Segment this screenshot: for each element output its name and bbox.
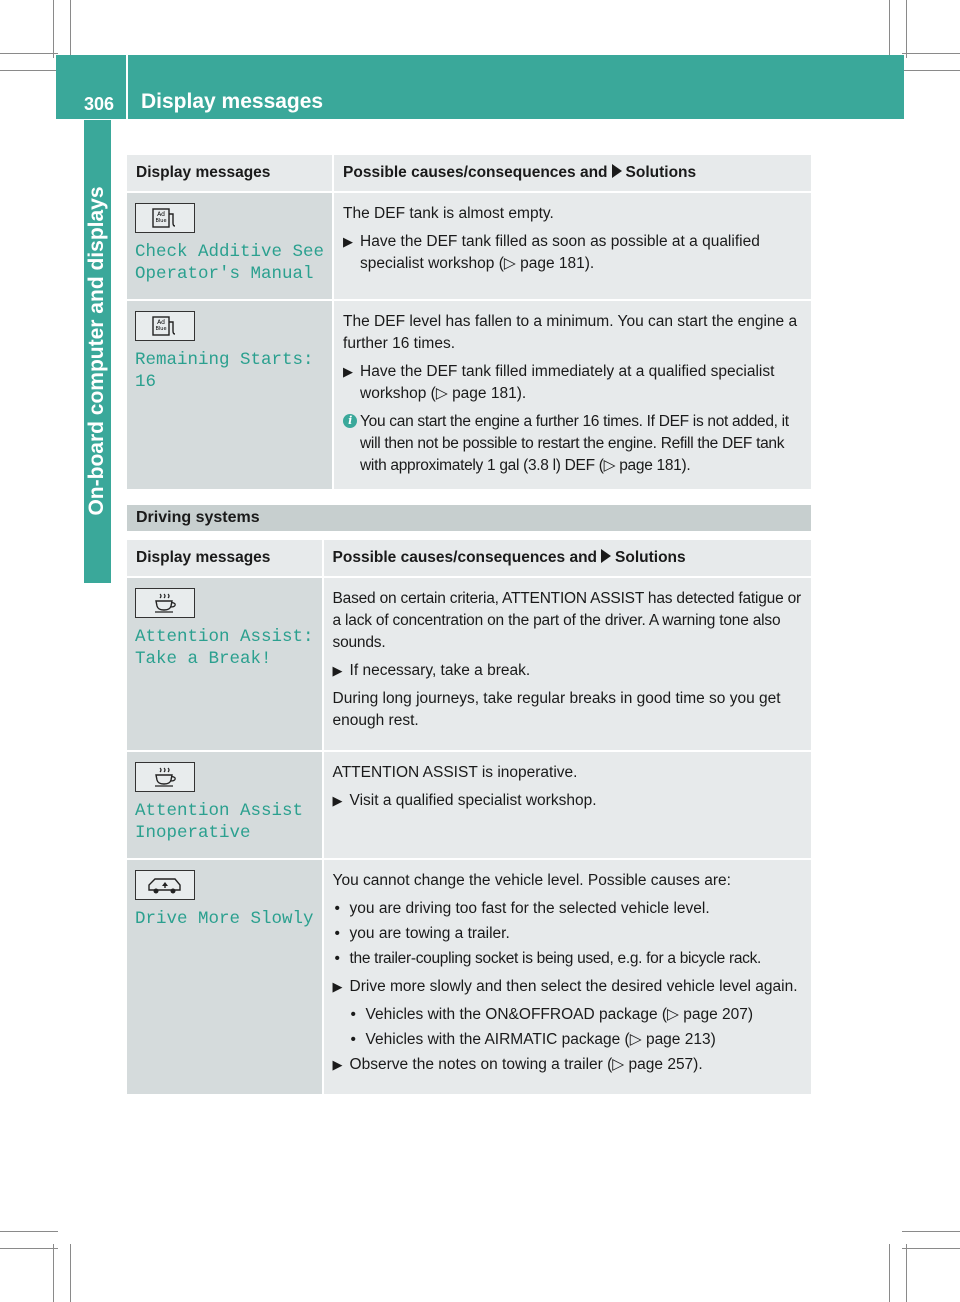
- table-row: [127, 578, 811, 750]
- svg-text:Ad: Ad: [157, 319, 165, 326]
- section-heading: Driving systems: [127, 505, 811, 531]
- action-arrow-icon: ▶: [343, 364, 354, 379]
- action-arrow-icon: ▶: [332, 793, 343, 808]
- crop-mark: [902, 1231, 960, 1232]
- coffee-cup-icon: [135, 762, 195, 792]
- crop-mark: [902, 1248, 960, 1249]
- column-header-display-messages: Display messages: [127, 155, 332, 191]
- crop-mark: [906, 0, 907, 58]
- chapter-label: On-board computer and displays: [85, 186, 108, 516]
- table-row: [127, 860, 811, 1094]
- action-step: ▶ Visit a qualified specialist workshop.: [333, 790, 803, 812]
- svg-text:Ad: Ad: [157, 211, 165, 218]
- display-message-text: Attention Assist Inoperative: [135, 801, 304, 843]
- vehicle-level-icon: [135, 870, 195, 900]
- list-item: • Vehicles with the ON&OFFROAD package (▷ page 207): [350, 1006, 754, 1023]
- crop-mark: [0, 70, 58, 71]
- info-note: i You can start the engine a further 16 times. If DEF is not added, it will then not be possible to restart the engine. Refill the DEF tank with approximately 1 gal (3.8 l) DEF (▷ page 181).: [343, 411, 803, 477]
- action-step: ▶ If necessary, take a break.: [333, 660, 803, 682]
- solution-cell: [322, 578, 811, 750]
- display-message-text: Drive More Slowly: [135, 909, 314, 929]
- table-row: [127, 752, 811, 858]
- solution-cell: [322, 752, 811, 858]
- info-icon: i: [343, 414, 357, 428]
- cause-text: The DEF tank is almost empty.: [343, 205, 554, 222]
- action-arrow-icon: ▶: [332, 1057, 343, 1072]
- cause-text: The DEF level has fallen to a minimum. You can start the engine a further 16 times.: [343, 313, 798, 352]
- crop-mark: [70, 0, 71, 58]
- crop-mark: [902, 70, 960, 71]
- solution-cell: [322, 860, 811, 1094]
- svg-text:Blue: Blue: [155, 218, 167, 224]
- crop-mark: [889, 0, 890, 58]
- crop-mark: [70, 1244, 71, 1302]
- action-step: ▶ Have the DEF tank filled as soon as possible at a qualified specialist workshop (▷ page 181).: [343, 233, 760, 272]
- header-divider: [126, 55, 128, 119]
- adblue-def-icon: [135, 203, 195, 233]
- display-message-text: Remaining Starts: 16: [135, 350, 314, 392]
- crop-mark: [53, 1244, 54, 1302]
- advice-text: During long journeys, take regular breaks in good time so you get enough rest.: [332, 690, 781, 729]
- column-header-display-messages: Display messages: [127, 540, 322, 576]
- cause-text: You cannot change the vehicle level. Possible causes are:: [332, 872, 731, 889]
- column-header-causes-solutions: Possible causes/consequences and Solutions: [332, 155, 811, 191]
- table-header-row: [127, 155, 811, 191]
- page-number: 306: [84, 94, 115, 114]
- coffee-cup-icon: [135, 588, 195, 618]
- crop-mark: [0, 1231, 58, 1232]
- solution-cell: [332, 301, 811, 489]
- display-message-cell: [127, 193, 332, 299]
- action-arrow-icon: ▶: [332, 979, 343, 994]
- def-messages-table: [127, 153, 811, 491]
- display-message-cell: [127, 578, 322, 750]
- crop-mark: [906, 1244, 907, 1302]
- driving-systems-table: [127, 538, 811, 1096]
- action-arrow-icon: ▶: [343, 234, 354, 249]
- action-step: ▶ Have the DEF tank filled immediately at a qualified specialist workshop (▷ page 181).: [343, 363, 775, 402]
- page-title: Display messages: [141, 90, 324, 113]
- action-step: ▶ Drive more slowly and then select the desired vehicle level again.: [333, 976, 803, 998]
- table-row: [127, 301, 811, 489]
- list-item: • Vehicles with the AIRMATIC package (▷ page 213): [350, 1031, 716, 1048]
- crop-mark: [0, 1248, 58, 1249]
- crop-mark: [902, 53, 960, 54]
- cause-text: Based on certain criteria, ATTENTION ASSIST has detected fatigue or a lack of concentration on the part of the driver. A warning tone also sounds.: [332, 590, 802, 651]
- list-item: • you are driving too fast for the selected vehicle level.: [334, 900, 710, 917]
- display-message-text: Check Additive See Operator's Manual: [135, 242, 325, 284]
- crop-mark: [0, 53, 58, 54]
- adblue-def-icon: [135, 311, 195, 341]
- action-arrow-icon: [601, 549, 611, 563]
- display-message-cell: [127, 301, 332, 489]
- display-message-text: Attention Assist: Take a Break!: [135, 627, 314, 669]
- crop-mark: [889, 1244, 890, 1302]
- action-arrow-icon: [612, 164, 622, 178]
- table-row: [127, 193, 811, 299]
- svg-text:Blue: Blue: [155, 326, 167, 332]
- action-step: ▶ Observe the notes on towing a trailer (▷ page 257).: [333, 1054, 803, 1076]
- crop-mark: [53, 0, 54, 58]
- list-item: • the trailer-coupling socket is being used, e.g. for a bicycle rack.: [334, 950, 762, 967]
- column-header-causes-solutions: Possible causes/consequences and Solutions: [322, 540, 811, 576]
- table-header-row: [127, 540, 811, 576]
- cause-text: ATTENTION ASSIST is inoperative.: [332, 764, 578, 781]
- action-arrow-icon: ▶: [332, 663, 343, 678]
- display-message-cell: [127, 752, 322, 858]
- display-message-cell: [127, 860, 322, 1094]
- solution-cell: [332, 193, 811, 299]
- list-item: • you are towing a trailer.: [334, 925, 510, 942]
